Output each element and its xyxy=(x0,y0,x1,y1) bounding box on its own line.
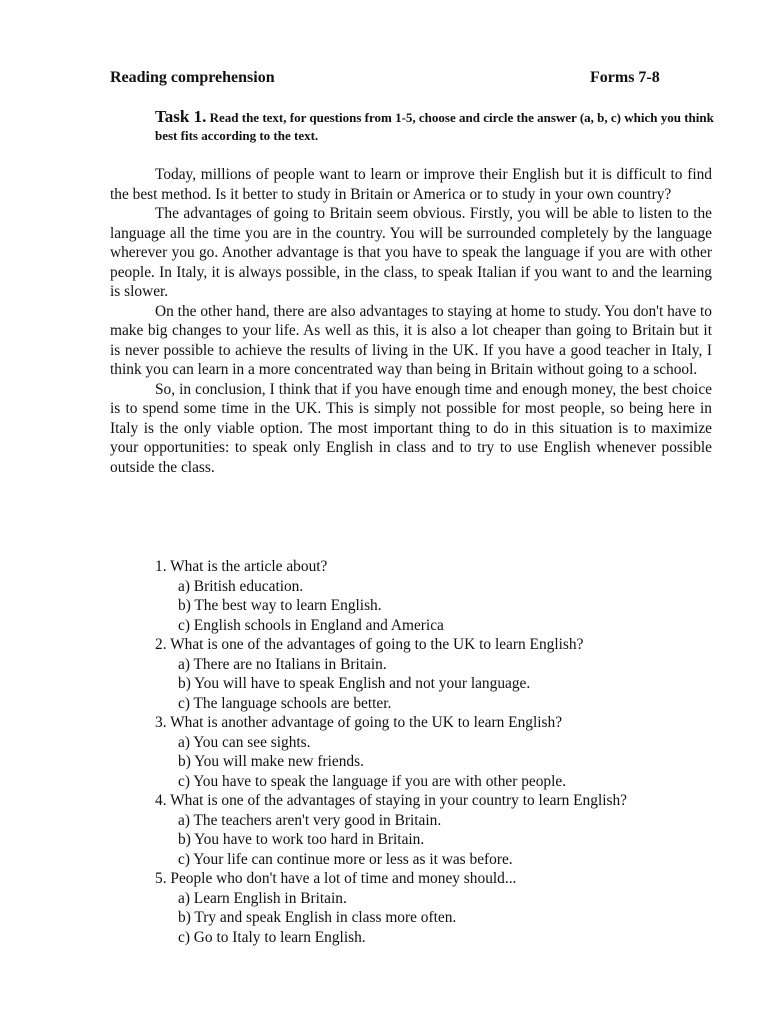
question-text: 5. People who don't have a lot of time and money should... xyxy=(155,870,517,887)
answer-option[interactable]: b) The best way to learn English. xyxy=(178,597,382,614)
question-item xyxy=(155,557,735,635)
task-instruction-text: Read the text, for questions from 1-5, choose and circle the answer (a, b, c) which you think best fits according to the text. xyxy=(155,110,714,143)
question-text: 2. What is one of the advantages of going to the UK to learn English? xyxy=(155,636,584,653)
answer-option[interactable]: a) Learn English in Britain. xyxy=(178,889,347,907)
answer-option[interactable]: c) Your life can continue more or less as it was before. xyxy=(178,850,513,868)
answer-option[interactable]: a) There are no Italians in Britain. xyxy=(178,655,387,673)
question-text: 3. What is another advantage of going to the UK to learn English? xyxy=(155,714,563,731)
forms-label: Forms 7-8 xyxy=(590,69,660,86)
question-item xyxy=(155,635,735,713)
article-paragraph: The advantages of going to Britain seem obvious. Firstly, you will be able to listen to the language all the time you are in the country. You will be surrounded completely by the language wherever you go. Another advantage is that you have to speak the language if you are with other people. In Italy, it is always possible, in the class, to speak Italian if you want to and the learning is slower. xyxy=(110,205,712,300)
article-paragraph: So, in conclusion, I think that if you have enough time and enough money, the best choice is to spend some time in the UK. This is simply not possible for most people, so being here in Italy is the only viable option. The most important thing to do in this situation is to maximize your opportunities: to speak only English in class and to try to use English whenever possible outside the class. xyxy=(110,380,712,476)
question-item xyxy=(155,869,735,947)
answer-option[interactable]: b) Try and speak English in class more often. xyxy=(178,909,457,926)
task-label: Task 1. xyxy=(155,107,207,126)
answer-option[interactable]: b) You will make new friends. xyxy=(178,753,364,770)
question-text: 4. What is one of the advantages of staying in your country to learn English? xyxy=(155,792,628,809)
answer-option[interactable]: a) The teachers aren't very good in Britain. xyxy=(178,811,442,829)
article-paragraph: Today, millions of people want to learn or improve their English but it is difficult to find the best method. Is it better to study in Britain or America or to study in your own country? xyxy=(110,166,712,203)
question-item xyxy=(155,791,735,869)
article-body xyxy=(110,165,712,477)
answer-option[interactable]: b) You will have to speak English and not your language. xyxy=(178,675,531,692)
answer-option[interactable]: a) You can see sights. xyxy=(178,733,311,751)
answer-option[interactable]: c) The language schools are better. xyxy=(178,694,392,712)
answer-option[interactable]: c) English schools in England and America xyxy=(178,616,444,634)
answer-option[interactable]: c) Go to Italy to learn English. xyxy=(178,928,366,946)
answer-option[interactable]: c) You have to speak the language if you are with other people. xyxy=(178,772,567,790)
question-item xyxy=(155,713,735,791)
article-paragraph: On the other hand, there are also advantages to staying at home to study. You don't have to make big changes to your life. As well as this, it is also a lot cheaper than going to Britain but it is never possible to achieve the results of living in the UK. If you have a good teacher in Italy, I think you can learn in a more concentrated way than being in Britain without going to a school. xyxy=(110,302,712,378)
question-text: 1. What is the article about? xyxy=(155,558,328,575)
question-list xyxy=(155,557,735,947)
document-title: Reading comprehension xyxy=(110,69,275,86)
task-instruction xyxy=(155,108,715,145)
answer-option[interactable]: a) British education. xyxy=(178,577,304,595)
answer-option[interactable]: b) You have to work too hard in Britain. xyxy=(178,831,425,848)
